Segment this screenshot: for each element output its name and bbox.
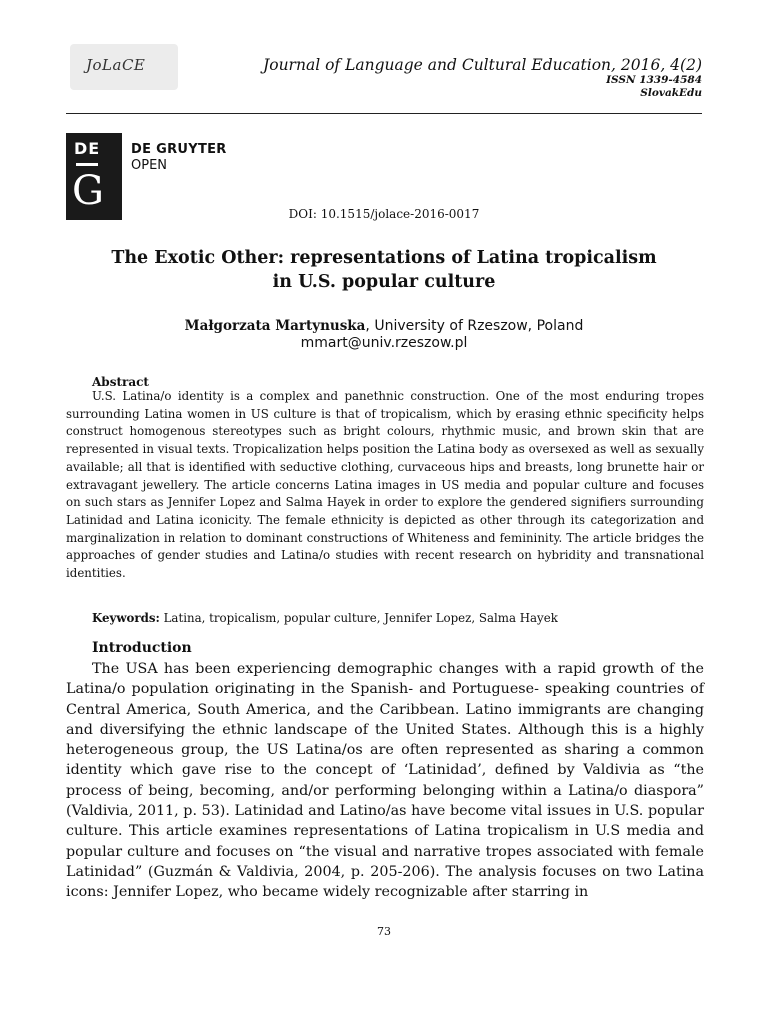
keywords [92,610,558,627]
keywords-label: Keywords: [92,611,160,625]
author-name: Małgorzata Martynuska [184,318,366,334]
publisher-short: SlovakEdu [640,87,702,99]
de-gruyter-logo-bar [76,163,98,166]
paper-title [66,246,702,294]
abstract-text: U.S. Latina/o identity is a complex and panethnic construction. One of the most enduring tropes surrounding Latina women in US culture is that of tropicalism, which by erasing ethnic specificity helps construct homogenous stereotypes such as bright colours, rhythmic music, and brown skin that are represented in visual texts. Tropicalization helps position the Latina body as oversexed as well as sexually available; all that is identified with seductive clothing, curvaceous hips and breasts, long brunette hair or extravagant jewellery. The article concerns Latina images in US media and popular culture and focuses on such stars as Jennifer Lopez and Salma Hayek in order to explore the gendered signifiers surrounding Latinidad and Latina iconicity. The female ethnicity is depicted as other through its categorization and marginalization in relation to dominant constructions of Whiteness and femininity. The article bridges the approaches of gender studies and Latina/o studies with recent research on hybridity and transnational identities. [66,389,704,581]
doi: DOI: 10.1515/jolace-2016-0017 [288,207,480,221]
publisher-name-line2: OPEN [131,158,168,173]
de-gruyter-logo-de: DE [74,139,101,158]
paper-title-line2: in U.S. popular culture [272,272,496,292]
journal-logo-text: JoLaCE [86,56,146,74]
keywords-list: Latina, tropicalism, popular culture, Jennifer Lopez, Salma Hayek [159,611,558,625]
author-affiliation: , University of Rzeszow, Poland [365,318,584,334]
publisher-name-line1: DE GRUYTER [131,142,227,157]
issn: ISSN 1339-4584 [606,74,702,86]
publisher-name [131,142,227,174]
page-number: 73 [377,925,391,938]
de-gruyter-logo-g: G [72,168,104,214]
paper-title-line1: The Exotic Other: representations of Latina tropicalism [111,248,657,268]
journal-header [263,56,702,100]
header-divider [66,113,702,114]
introduction-text: The USA has been experiencing demographic changes with a rapid growth of the Latina/o population originating in the Spanish- and Portuguese- speaking countries of Central America, South America, and the Caribbean. Latino immigrants are changing and diversifying the ethnic landscape of the United States. Although this is a highly heterogeneous group, the US Latina/os are often represented as sharing a common identity which gave rise to the concept of ‘Latinidad’, defined by Valdivia as “the process of being, becoming, and/or performing belonging within a Latina/o diaspora” (Valdivia, 2011, p. 53). Latinidad and Latino/as have become vital issues in U.S. popular culture. This article examines representations of Latina tropicalism in U.S media and popular culture and focuses on “the visual and narrative tropes associated with female Latinidad” (Guzmán & Valdivia, 2004, p. 205-206). The analysis focuses on two Latina icons: Jennifer Lopez, who became widely recognizable after starring in [66,661,704,901]
author-email: mmart@univ.rzeszow.pl [300,335,468,351]
journal-logo [70,44,178,90]
author-line [0,316,768,336]
abstract-heading: Abstract [92,375,149,389]
introduction-heading: Introduction [92,640,192,656]
journal-title: Journal of Language and Cultural Education, 2016, 4(2) [263,56,702,74]
